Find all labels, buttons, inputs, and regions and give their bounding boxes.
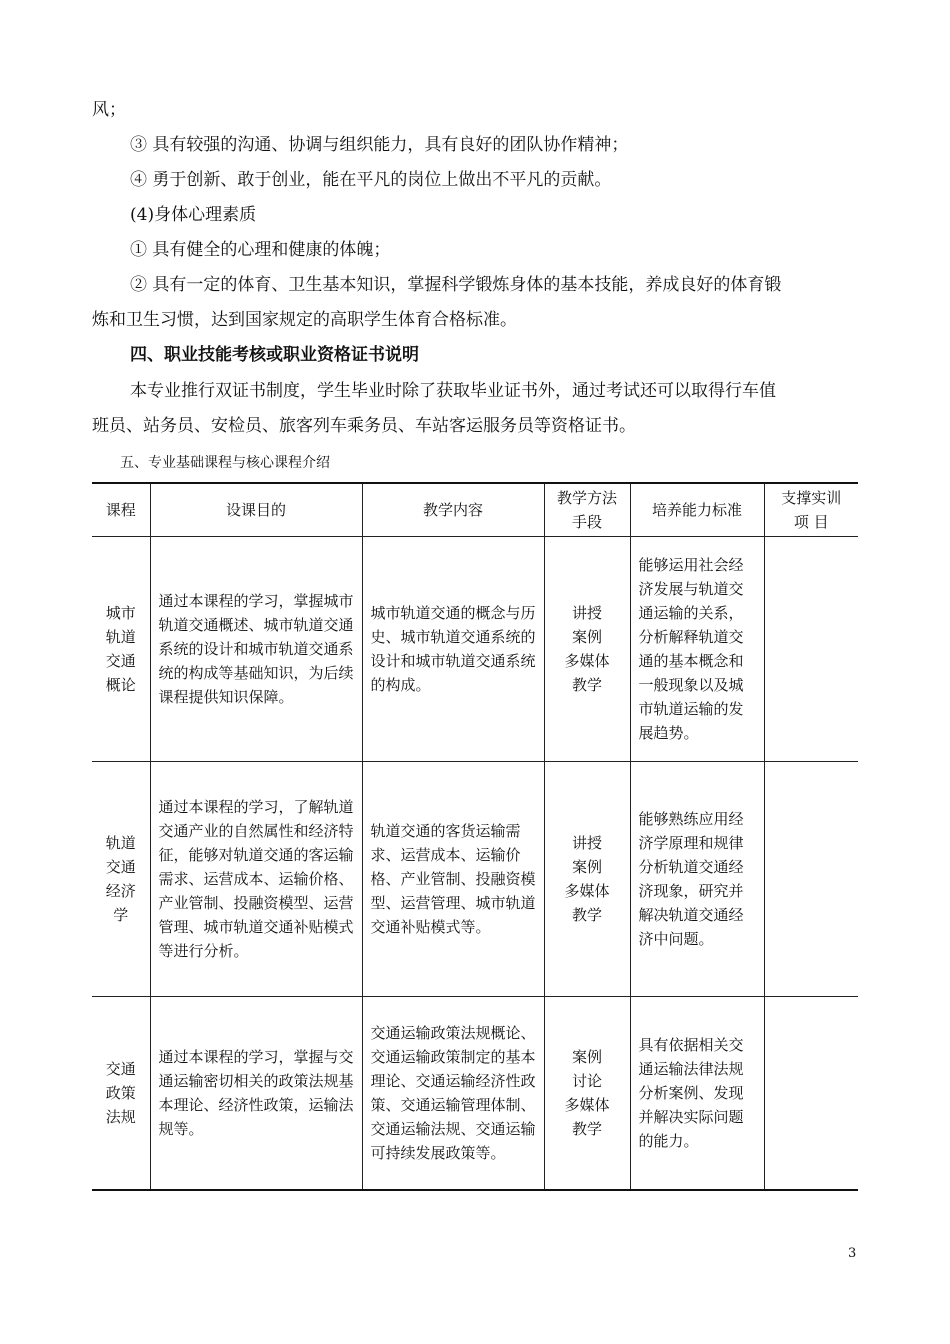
cell-training [764, 762, 858, 997]
header-ability: 培养能力标准 [630, 483, 764, 537]
cell-ability: 能够熟练应用经济学原理和规律分析轨道交通经济现象，研究并解决轨道交通经济中问题。 [630, 762, 764, 997]
paragraph-line: ① 具有健全的心理和健康的体魄； [130, 240, 391, 260]
cell-purpose: 通过本课程的学习，掌握与交通运输密切相关的政策法规基本理论、经济性政策，运输法规等。 [150, 997, 362, 1191]
header-method: 教学方法 手段 [544, 483, 630, 537]
table-header-row [92, 483, 858, 537]
paragraph-line: ② 具有一定的体育、卫生基本知识，掌握科学锻炼身体的基本技能，养成良好的体育锻 [130, 275, 782, 295]
subheading: (4)身体心理素质 [130, 205, 257, 225]
paragraph-line: ④ 勇于创新、敢于创业，能在平凡的岗位上做出不平凡的贡献。 [130, 170, 612, 190]
table-caption: 五、专业基础课程与核心课程介绍 [120, 455, 330, 471]
cell-ability: 具有依据相关交通运输法律法规分析案例、发现并解决实际问题的能力。 [630, 997, 764, 1191]
paragraph-line: 风； [92, 100, 126, 120]
header-purpose: 设课目的 [150, 483, 362, 537]
section-heading: 四、职业技能考核或职业资格证书说明 [130, 345, 419, 365]
cell-training [764, 997, 858, 1191]
header-content: 教学内容 [362, 483, 544, 537]
cell-course: 交通 政策 法规 [92, 997, 150, 1191]
cell-course: 城市 轨道 交通 概论 [92, 537, 150, 762]
cell-method: 讲授 案例 多媒体 教学 [544, 537, 630, 762]
table-row [92, 762, 858, 997]
cell-ability: 能够运用社会经济发展与轨道交通运输的关系，分析解释轨道交通的基本概念和一般现象以及城市轨道运输的发展趋势。 [630, 537, 764, 762]
cell-method: 讲授 案例 多媒体 教学 [544, 762, 630, 997]
header-course: 课程 [92, 483, 150, 537]
page-number: 3 [848, 1246, 857, 1261]
course-table [92, 482, 858, 1191]
cell-method: 案例 讨论 多媒体 教学 [544, 997, 630, 1191]
table-row [92, 997, 858, 1191]
cell-content: 轨道交通的客货运输需求、运营成本、运输价格、产业管制、投融资模型、运营管理、城市轨道交通补贴模式等。 [362, 762, 544, 997]
cell-content: 城市轨道交通的概念与历史、城市轨道交通系统的设计和城市轨道交通系统的构成。 [362, 537, 544, 762]
header-training: 支撑实训 项 目 [764, 483, 858, 537]
cell-purpose: 通过本课程的学习，掌握城市轨道交通概述、城市轨道交通系统的设计和城市轨道交通系统的构成等基础知识，为后续课程提供知识保障。 [150, 537, 362, 762]
cell-course: 轨道 交通 经济 学 [92, 762, 150, 997]
paragraph-line: ③ 具有较强的沟通、协调与组织能力，具有良好的团队协作精神； [130, 135, 629, 155]
paragraph-line: 炼和卫生习惯，达到国家规定的高职学生体育合格标准。 [92, 310, 517, 330]
paragraph-line: 本专业推行双证书制度，学生毕业时除了获取毕业证书外，通过考试还可以取得行车值 [130, 381, 776, 401]
paragraph-line: 班员、站务员、安检员、旅客列车乘务员、车站客运服务员等资格证书。 [92, 416, 636, 436]
cell-content: 交通运输政策法规概论、交通运输政策制定的基本理论、交通运输经济性政策、交通运输管理体制、交通运输法规、交通运输可持续发展政策等。 [362, 997, 544, 1191]
table-row [92, 537, 858, 762]
cell-purpose: 通过本课程的学习，了解轨道交通产业的自然属性和经济特征，能够对轨道交通的客运输需求、运营成本、运输价格、产业管制、投融资模型、运营管理、城市轨道交通补贴模式等进行分析。 [150, 762, 362, 997]
cell-training [764, 537, 858, 762]
